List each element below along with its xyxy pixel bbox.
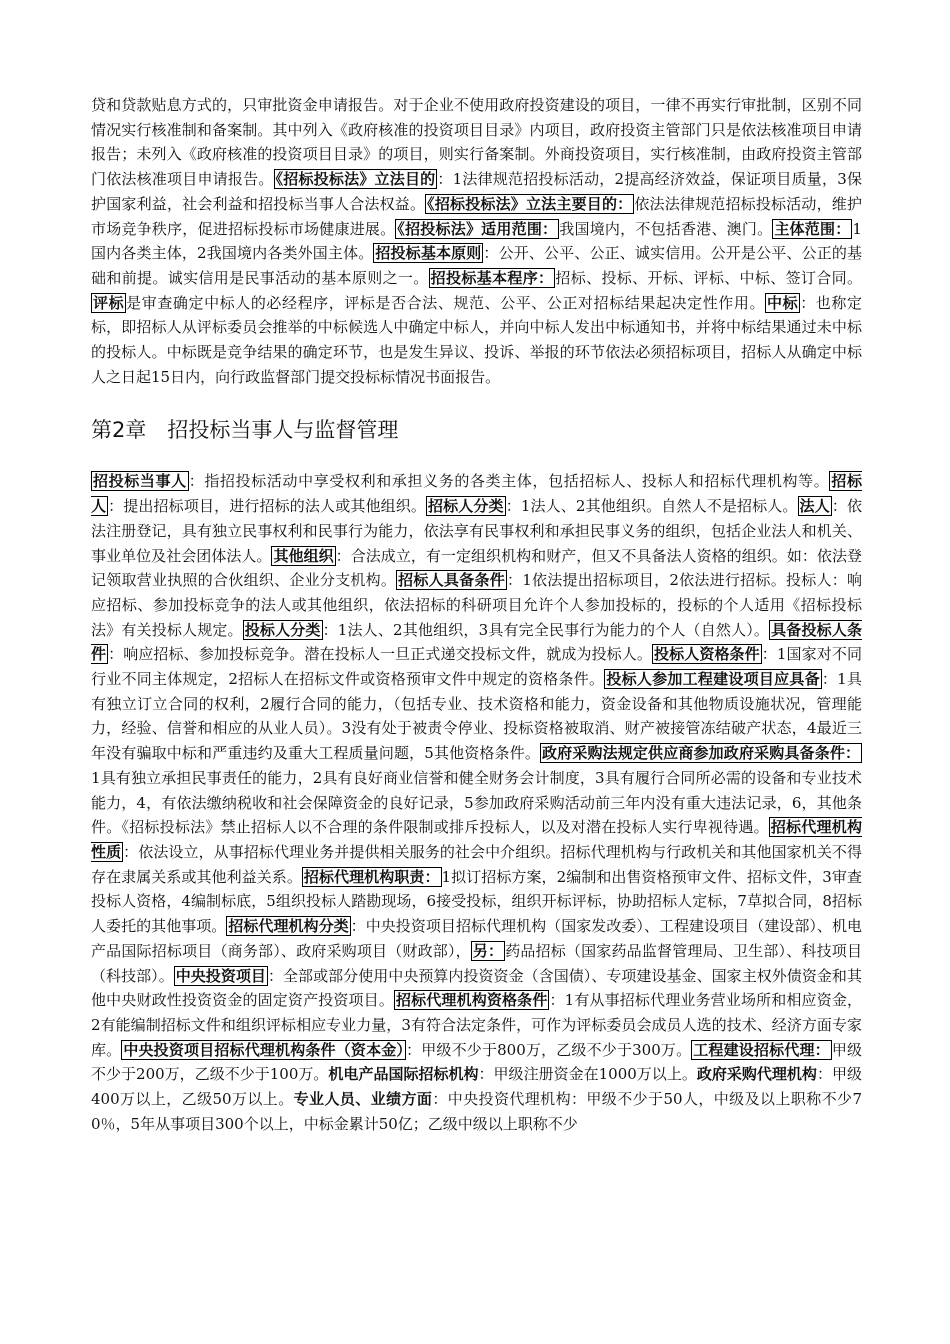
boxed-term: 招标人具备条件 bbox=[398, 571, 505, 590]
text-run: ：甲级不少于800万，乙级不少于300万。 bbox=[406, 1040, 692, 1059]
text-run: ：1法律规范招投标活动，2提高经济效益，保证项目质量，3保护国家利益，社会利益和招投标当事人合法权益。 bbox=[91, 170, 862, 213]
text-run: 贷和贷款贴息方式的，只审批资金申请报告。对于企业不使用政府投资建设的项目，一律不再实行审批制，区别不同情况实行核准制和备案制。其中列入《政府核准的投资项目目录》内项目，政府投资主管部门只是依法核准项目申请报告；未列入《政府核准的投资项目目录》的项目，则实行备案制。外商投资项目，实行核准制，由政府投资主管部门依法核准项目申请报告。 bbox=[91, 96, 862, 189]
text-run: 我国境内，不包括香港、澳门。 bbox=[559, 219, 773, 238]
boxed-term: 投标人参加工程建设项目应具备 bbox=[606, 670, 820, 689]
text-run: 是审查确定中标人的必经程序，评标是否合法、规范、公平、公正对招标结果起决定性作用。 bbox=[126, 293, 766, 312]
text-run: 1国内各类主体，2我国境内各类外国主体。 bbox=[91, 219, 862, 263]
boxed-term: 中央投资项目招标代理机构条件（资本金） bbox=[123, 1040, 405, 1059]
text-run: ：1法人、2其他组织，3具有完全民事行为能力的个人（自然人）。 bbox=[322, 620, 770, 639]
boxed-term: 中标 bbox=[767, 293, 799, 312]
boxed-term: 招标代理机构分类 bbox=[228, 917, 349, 936]
text-run: ：也称定标，即招标人从评标委员会推举的中标候选人中确定中标人，并向中标人发出中标通知书，并将中标结果通过未中标的投标人。中标既是竞争结果的确定环节，也是发生异议、投诉、举报的环节依法必须招标项目，招标人从确定中标人之日起15日内，向行政监督部门提交投标标情况书面报告。 bbox=[91, 293, 862, 386]
text-run: ：依法注册登记，具有独立民事权利和民事行为能力，依法享有民事权利和承担民事义务的组织，包括企业法人和机关、事业单位及社会团体法人。 bbox=[91, 497, 862, 565]
boxed-term: 其他组织 bbox=[273, 546, 334, 565]
boxed-term: 《招标投标法》立法目的 bbox=[275, 170, 436, 189]
text-run: ：合法成立，有一定组织机构和财产，但又不具备法人资格的组织。如：依法登记领取营业执照的合伙组织、企业分支机构。 bbox=[91, 546, 862, 590]
boxed-term: 政府采购法规定供应商参加政府采购具备条件： bbox=[542, 744, 860, 763]
text-run: ：1国家对不同行业不同主体规定，2招标人在招标文件或资格预审文件中规定的资格条件。 bbox=[91, 645, 862, 689]
text-run: 招标、投标、开标、评标、中标、签订合同。 bbox=[555, 268, 862, 287]
boxed-term: 招投标基本程序： bbox=[430, 268, 554, 287]
text-run: ：1依法提出招标项目，2依法进行招标。投标人：响应招标、参加投标竞争的法人或其他组织，依法招标的科研项目允许个人参加投标的，投标的个人适用《招标投标法》有关投标人规定。 bbox=[91, 571, 862, 639]
text-run: ：甲级注册资金在1000万以上。 bbox=[478, 1065, 697, 1084]
boxed-term: 招标人 bbox=[91, 472, 862, 516]
boxed-term: 招标代理机构资格条件 bbox=[395, 991, 548, 1010]
boxed-term: 主体范围： bbox=[774, 219, 851, 238]
boxed-term: 投标人分类 bbox=[244, 620, 321, 639]
text-run: 1具有独立承担民事责任的能力，2具有良好商业信誉和健全财务会计制度，3具有履行合同所必需的设备和专业技术能力，4，有依法缴纳税收和社会保障资金的良好记录，5参加政府采购活动前三年内没有重大违法记录，6，其他条件。《招标投标法》禁止招标人以不合理的条件限制或排斥投标人，以及对潜在投标人实行卑视待遇。 bbox=[91, 768, 862, 837]
body-paragraph-1 bbox=[91, 93, 862, 389]
text-run: ：提出招标项目，进行招标的法人或其他组织。 bbox=[108, 497, 427, 516]
document-page bbox=[91, 93, 862, 1136]
text-run: ：依法设立，从事招标代理业务并提供相关服务的社会中介组织。招标代理机构与行政机关和其他国家机关不得存在隶属关系或其他利益关系。 bbox=[91, 842, 862, 886]
text-run: ：中央投资代理机构：甲级不少于50人，中级及以上职称不少70％，5年从事项目300个以上，中标金累计50亿；乙级中级以上职称不少 bbox=[91, 1090, 862, 1133]
boxed-term: 《招标投标法》立法主要目的： bbox=[427, 194, 633, 213]
text-run: ：中央投资项目招标代理机构（国家发改委）、工程建设项目（建设部）、机电产品国际招标项目（商务部）、政府采购项目（财政部）， bbox=[91, 917, 862, 960]
boxed-term: 具备投标人条件 bbox=[91, 620, 862, 664]
text-run: ：1法人、2其他组织。自然人不是招标人。 bbox=[505, 497, 798, 516]
boxed-term: 投标人资格条件 bbox=[654, 645, 760, 664]
chapter-heading: 第2章 招投标当事人与监督管理 bbox=[91, 418, 399, 443]
text-run: 甲级不少于200万，乙级不少于100万。 bbox=[91, 1040, 862, 1084]
text-run: ：响应招标、参加投标竞争。潜在投标人一旦正式递交投标文件，就成为投标人。 bbox=[108, 645, 653, 664]
text-run: ：甲级400万以上，乙级50万以上。 bbox=[91, 1065, 862, 1109]
boxed-term: 法人 bbox=[799, 497, 830, 516]
boxed-term: 工程建设招标代理： bbox=[693, 1040, 830, 1059]
text-run: ：公开、公平、公正、诚实信用。公开是公平、公正的基础和前提。诚实信用是民事活动的基本原则之一。 bbox=[91, 244, 862, 287]
text-run: ：指招投标活动中享受权利和承担义务的各类主体，包括招标人、投标人和招标代理机构等。 bbox=[188, 472, 830, 491]
boxed-term: 另： bbox=[472, 941, 504, 960]
bold-term: 机电产品国际招标机构 bbox=[328, 1065, 479, 1084]
bold-term: 专业人员、业绩方面 bbox=[293, 1090, 433, 1109]
bold-term: 政府采购代理机构 bbox=[696, 1065, 817, 1084]
text-run: ：全部或部分使用中央预算内投资资金（含国债）、专项建设基金、国家主权外债资金和其他中央财政性投资资金的固定资产投资项目。 bbox=[91, 966, 862, 1010]
text-run: 1拟订招标方案，2编制和出售资格预审文件、招标文件，3审查投标人资格，4编制标底，5组织投标人踏勘现场，6接受投标，组织开标评标，协助招标人定标，7草拟合同，8招标人委托的其他事项。 bbox=[91, 867, 862, 936]
text-run: ：1有从事招标代理业务营业场所和相应资金，2有能编制招标文件和组织评标相应专业力量，3有符合法定条件，可作为评标委员会成员人选的技术、经济方面专家库。 bbox=[91, 991, 862, 1059]
boxed-term: 招投标当事人 bbox=[93, 472, 187, 491]
text-run: 药品招标（国家药品监督管理局、卫生部）、科技项目（科技部）。 bbox=[91, 941, 862, 985]
boxed-term: 招标代理机构职责： bbox=[303, 867, 440, 886]
boxed-term: 招标人分类 bbox=[428, 497, 504, 516]
boxed-term: 招投标基本原则 bbox=[375, 244, 482, 263]
text-run: 依法法律规范招标投标活动，维护市场竞争秩序，促进招标投标市场健康进展。 bbox=[91, 194, 862, 238]
boxed-term: 招标代理机构性质 bbox=[91, 818, 862, 861]
boxed-term: 评标 bbox=[93, 293, 125, 312]
boxed-term: 《招投标法》适用范围： bbox=[397, 219, 558, 238]
body-paragraph-2 bbox=[91, 469, 862, 1136]
boxed-term: 中央投资项目 bbox=[175, 966, 266, 985]
text-run: ：1具有独立订立合同的权利，2履行合同的能力，（包括专业、技术资格和能力，资金设备和其他物质设施状况，管理能力，经验、信誉和相应的从业人员）。3没有处于被责令停业、投标资格被取消、财产被接管冻结破产状态，4最近三年没有骗取中标和严重违约及重大工程质量问题，5其他资格条件。 bbox=[91, 670, 862, 763]
